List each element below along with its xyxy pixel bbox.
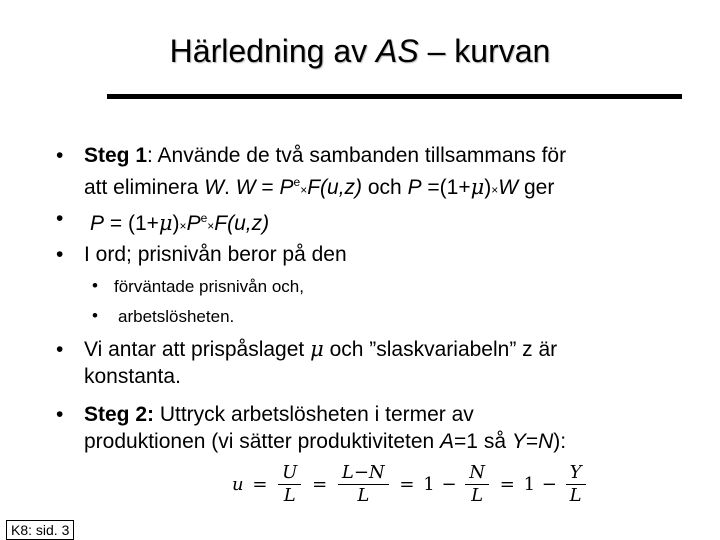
formula-one2: 1 [523,474,536,495]
b1-close: ) [484,176,492,199]
b4-mu: μ [310,337,324,361]
formula-eq3: = [399,474,415,495]
frac1-num: U [282,462,298,483]
sub-bullet-2-text: arbetslösheten. [118,307,235,326]
title-suffix: – kurvan [418,33,551,69]
title-text: Härledning av [169,33,377,69]
b1-w3: W [498,176,519,199]
frac-y-l [566,463,586,506]
frac3-den: L [465,484,489,506]
bullet-2-text [90,205,690,240]
bullet-4-text [84,336,684,390]
b1-w: W [204,176,225,199]
frac-n-l [465,463,489,506]
frac4-num: Y [569,462,582,483]
b1-p2: P [407,176,422,199]
b1-fargs: (u,z) [320,176,363,199]
b1-text: : Använde de två sambanden tillsammans för [147,144,567,167]
b1-p: P [279,176,294,199]
formula-minus2: − [541,474,557,495]
unemployment-formula [232,463,588,506]
b1-e: e [293,175,301,189]
b2-times1: × [179,219,187,233]
b1-och: och [362,176,408,199]
b5-n: N [538,430,554,453]
step1-label: Steg 1 [84,144,148,167]
b2-p: P [90,212,105,235]
b4-post: och ”slaskvariabeln” z är [323,338,558,361]
formula-u: u [232,474,244,495]
b1-eq2: =(1+ [421,176,471,199]
b2-times2: × [207,219,215,233]
sub-bullet-1-text: förväntade prisnivån och, [114,277,304,296]
b5-mid: =1 så [454,430,512,453]
b2-pe: P [186,212,201,235]
bullet-marker-4: • [56,338,64,361]
frac1-den: L [278,484,301,506]
b2-mu: μ [158,211,173,235]
b5-end: ): [553,430,567,453]
title-as: AS [376,33,419,69]
b2-e: e [200,211,208,225]
frac3-num: N [469,462,486,483]
bullet-marker-2: • [56,207,64,230]
b1-eq: = [255,176,280,199]
slide-title [0,33,720,70]
b1-mu: μ [470,175,485,199]
b2-f: F [214,212,228,235]
bullet-5-text [84,401,684,455]
b1-w2: W [235,176,256,199]
formula-minus1: − [441,474,457,495]
formula-one1: 1 [423,474,435,495]
title-rule [107,94,682,99]
b1-ger: ger [518,176,555,199]
b1-dot: . [224,176,236,199]
b2-close: ) [172,212,180,235]
b4-pre: Vi antar att prispåslaget [84,338,311,361]
formula-eq2: = [312,474,328,495]
b5-text: Uttryck arbetslösheten i termer av [154,403,474,426]
bullet-marker-3: • [56,243,64,266]
b5-y: Y [511,430,526,453]
bullet-1-text [84,142,684,204]
b1-times1: × [300,183,308,197]
bullet-marker-5: • [56,403,64,426]
frac2-num: L−N [341,462,385,483]
b5-line2: produktionen (vi sätter produktiviteten [84,430,441,453]
formula-eq1: = [252,474,268,495]
b1-times2: × [491,183,499,197]
sub-bullet-marker-1: • [92,276,98,295]
formula-eq4: = [499,474,515,495]
bullet-marker-1: • [56,144,64,167]
b1-f: F [307,176,321,199]
frac-ln-l [338,463,389,506]
slide-footer: K8: sid. 3 [6,520,74,540]
bullet-3-text: I ord; prisnivån beror på den [84,243,347,266]
b2-eq: = (1+ [104,212,159,235]
frac2-den: L [338,484,389,506]
b4-line2: konstanta. [84,365,181,388]
b5-eq: = [525,430,539,453]
b5-a: A [440,430,455,453]
frac-u-l [278,463,301,506]
b1-line2: att eliminera [84,176,205,199]
frac4-den: L [566,484,586,506]
sub-bullet-marker-2: • [92,306,98,325]
b2-args: (u,z) [227,212,270,235]
step2-label: Steg 2: [84,403,155,426]
